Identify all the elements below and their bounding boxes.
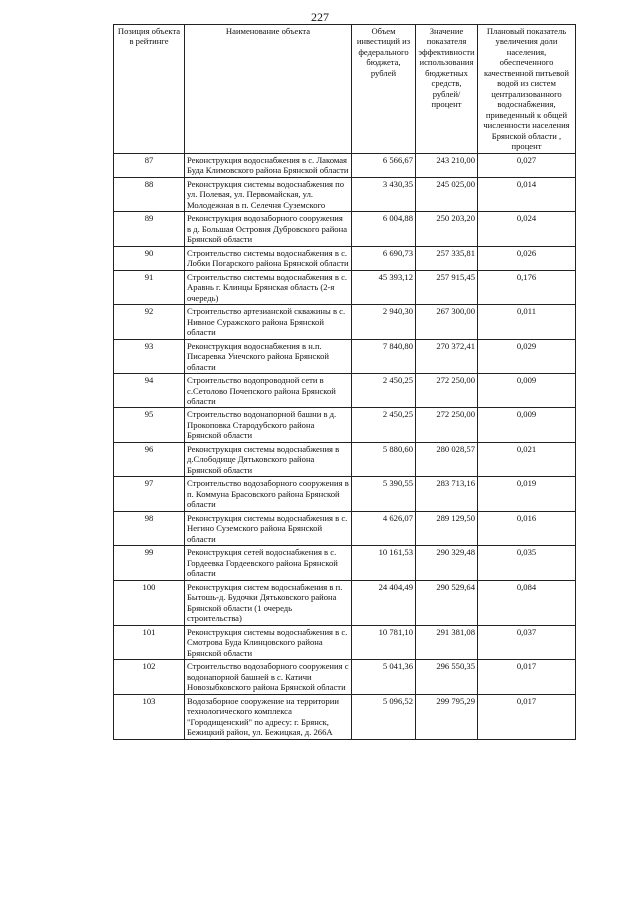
row-object-name: Водозаборное сооружение на территории технологического комплекса "Городищенский" по адресу: г. Брянск, Бежицкий район, ул. Бежицкая, д. 266А	[185, 694, 352, 739]
table-row	[114, 477, 576, 511]
row-object-name: Реконструкция сетей водоснабжения в с. Гордеевка Гордеевского района Брянской области	[185, 546, 352, 580]
investment-rating-table	[113, 24, 576, 740]
table-row	[114, 546, 576, 580]
row-efficiency: 243 210,00	[416, 153, 478, 177]
row-object-name: Реконструкция системы водоснабжения в д.Слободище Дятьковского района Брянской области	[185, 442, 352, 476]
row-efficiency: 290 329,48	[416, 546, 478, 580]
row-investment: 6 004,88	[352, 212, 416, 246]
row-efficiency: 299 795,29	[416, 694, 478, 739]
table-header-row	[114, 25, 576, 154]
row-object-name: Строительство водопроводной сети в с.Сетолово Почепского района Брянской области	[185, 374, 352, 408]
row-population-share: 0,084	[478, 580, 576, 625]
row-position: 102	[114, 660, 185, 694]
row-efficiency: 290 529,64	[416, 580, 478, 625]
row-population-share: 0,009	[478, 408, 576, 442]
row-object-name: Реконструкция водоснабжения в н.п. Писаревка Унечского района Брянской области	[185, 339, 352, 373]
row-investment: 4 626,07	[352, 511, 416, 545]
row-object-name: Строительство водозаборного сооружения в п. Коммуна Брасовского района Брянской области	[185, 477, 352, 511]
row-investment: 6 690,73	[352, 246, 416, 270]
table-row	[114, 694, 576, 739]
table-row	[114, 270, 576, 304]
row-position: 92	[114, 305, 185, 339]
row-population-share: 0,024	[478, 212, 576, 246]
row-efficiency: 257 915,45	[416, 270, 478, 304]
row-position: 94	[114, 374, 185, 408]
table-row	[114, 246, 576, 270]
header-position: Позиция объекта в рейтинге	[114, 25, 185, 154]
row-efficiency: 272 250,00	[416, 408, 478, 442]
row-investment: 2 940,30	[352, 305, 416, 339]
row-population-share: 0,029	[478, 339, 576, 373]
row-population-share: 0,016	[478, 511, 576, 545]
row-investment: 5 390,55	[352, 477, 416, 511]
table-row	[114, 153, 576, 177]
row-investment: 2 450,25	[352, 408, 416, 442]
row-investment: 5 096,52	[352, 694, 416, 739]
row-investment: 5 880,60	[352, 442, 416, 476]
row-investment: 10 781,10	[352, 625, 416, 659]
header-investment: Объем инвестиций из федерального бюджета, рублей	[352, 25, 416, 154]
table-row	[114, 660, 576, 694]
row-population-share: 0,037	[478, 625, 576, 659]
table-row	[114, 625, 576, 659]
row-population-share: 0,021	[478, 442, 576, 476]
row-position: 99	[114, 546, 185, 580]
row-investment: 5 041,36	[352, 660, 416, 694]
row-position: 103	[114, 694, 185, 739]
row-efficiency: 267 300,00	[416, 305, 478, 339]
table-row	[114, 339, 576, 373]
row-efficiency: 289 129,50	[416, 511, 478, 545]
row-population-share: 0,027	[478, 153, 576, 177]
table-row	[114, 305, 576, 339]
row-efficiency: 283 713,16	[416, 477, 478, 511]
row-population-share: 0,017	[478, 694, 576, 739]
row-population-share: 0,011	[478, 305, 576, 339]
table-row	[114, 374, 576, 408]
table-row	[114, 177, 576, 211]
row-position: 96	[114, 442, 185, 476]
row-object-name: Строительство системы водоснабжения в с. Лобки Погарского района Брянской области	[185, 246, 352, 270]
row-population-share: 0,176	[478, 270, 576, 304]
table-row	[114, 408, 576, 442]
row-object-name: Строительство водозаборного сооружения с водонапорной башней в с. Катичи Новозыбковского района Брянской области	[185, 660, 352, 694]
row-efficiency: 245 025,00	[416, 177, 478, 211]
row-efficiency: 296 550,35	[416, 660, 478, 694]
row-population-share: 0,035	[478, 546, 576, 580]
row-efficiency: 250 203,20	[416, 212, 478, 246]
row-object-name: Реконструкция водозаборного сооружения в д. Большая Островня Дубровского района Брянской области	[185, 212, 352, 246]
header-efficiency: Значение показателя эффективности использования бюджетных средств, рублей/процент	[416, 25, 478, 154]
row-investment: 24 404,49	[352, 580, 416, 625]
row-position: 100	[114, 580, 185, 625]
table-row	[114, 212, 576, 246]
table-row	[114, 580, 576, 625]
row-position: 90	[114, 246, 185, 270]
row-position: 88	[114, 177, 185, 211]
row-efficiency: 280 028,57	[416, 442, 478, 476]
row-population-share: 0,017	[478, 660, 576, 694]
row-investment: 45 393,12	[352, 270, 416, 304]
row-position: 98	[114, 511, 185, 545]
row-efficiency: 291 381,08	[416, 625, 478, 659]
row-population-share: 0,009	[478, 374, 576, 408]
table-body	[114, 153, 576, 739]
row-position: 101	[114, 625, 185, 659]
row-efficiency: 272 250,00	[416, 374, 478, 408]
row-position: 97	[114, 477, 185, 511]
table-row	[114, 442, 576, 476]
row-population-share: 0,014	[478, 177, 576, 211]
row-object-name: Строительство водонапорной башни в д. Прокоповка Стародубского района Брянской области	[185, 408, 352, 442]
row-investment: 7 840,80	[352, 339, 416, 373]
row-position: 93	[114, 339, 185, 373]
row-position: 87	[114, 153, 185, 177]
row-object-name: Реконструкция системы водоснабжения по ул. Полевая, ул. Первомайская, ул. Молодежная в п. Селечня Суземского	[185, 177, 352, 211]
row-position: 95	[114, 408, 185, 442]
row-object-name: Строительство артезианской скважины в с. Нивное Суражского района Брянской области	[185, 305, 352, 339]
row-efficiency: 270 372,41	[416, 339, 478, 373]
header-object-name: Наименование объекта	[185, 25, 352, 154]
row-investment: 10 161,53	[352, 546, 416, 580]
row-investment: 6 566,67	[352, 153, 416, 177]
row-object-name: Строительство системы водоснабжения в с. Аравнь г. Клинцы Брянская область (2-я очередь)	[185, 270, 352, 304]
row-population-share: 0,026	[478, 246, 576, 270]
row-investment: 2 450,25	[352, 374, 416, 408]
row-investment: 3 430,35	[352, 177, 416, 211]
row-object-name: Реконструкция системы водоснабжения в с. Негино Суземского района Брянской области	[185, 511, 352, 545]
row-object-name: Реконструкция водоснабжения в с. Лакомая Буда Климовского района Брянской области	[185, 153, 352, 177]
row-object-name: Реконструкция систем водоснабжения в п. Бытошь-д. Будочки Дятьковского района Брянской области (1 очередь строительства)	[185, 580, 352, 625]
header-population-share: Плановый показатель увеличения доли населения, обеспеченного качественной питьевой водой из систем централизованного водоснабжения, приведенный к общей численности населения Брянской области , процент	[478, 25, 576, 154]
row-efficiency: 257 335,81	[416, 246, 478, 270]
table-row	[114, 511, 576, 545]
row-object-name: Реконструкция системы водоснабжения в с. Смотрова Буда Клинцовского района Брянской области	[185, 625, 352, 659]
row-position: 89	[114, 212, 185, 246]
row-position: 91	[114, 270, 185, 304]
row-population-share: 0,019	[478, 477, 576, 511]
page-number: 227	[311, 10, 329, 24]
